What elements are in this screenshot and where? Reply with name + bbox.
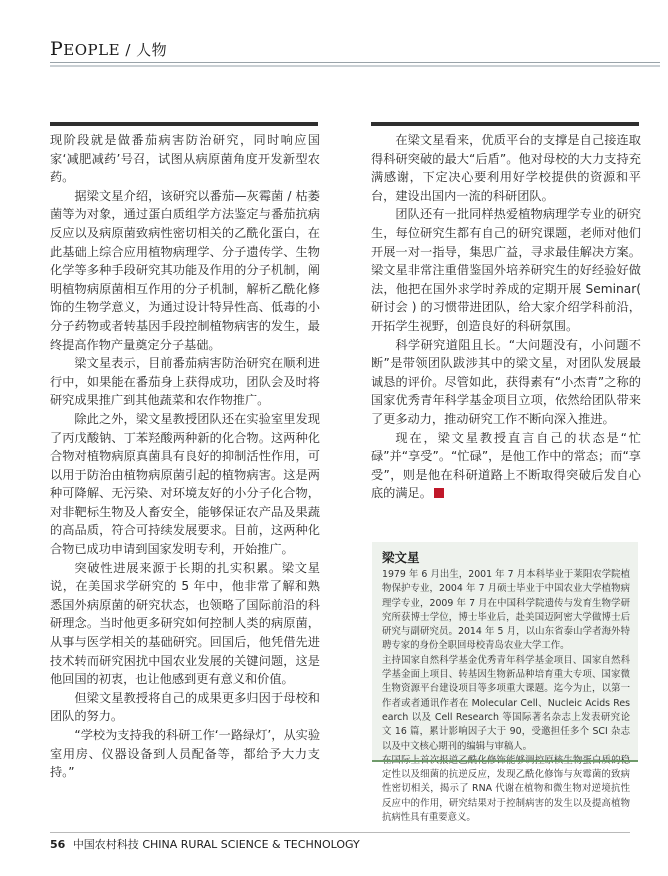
paragraph: 据梁文星介绍，该研究以番茄—灰霉菌 / 枯萎菌等为对象，通过蛋白质组学方法鉴定与番茄抗病反应以及病原菌致病性密切相关的乙酰化蛋白，在此基础上综合应用植物病理学、分子遗传学、生物化学等多种手段研究其功能及作用的分子机制，阐明植物病原菌相互作用的分子机制，解析乙酰化修饰的生物学意义，为通过设计特异性高、低毒的小分子药物或者转基因手段控制植物病害的发生，最终提高作物产量奠定分子基础。 — [50, 188, 320, 352]
journal-name-en: CHINA RURAL SCIENCE & TECHNOLOGY — [142, 838, 360, 851]
paragraph: 但梁文星教授将自己的成果更多归因于母校和团队的努力。 — [50, 690, 320, 724]
paragraph: 现阶段就是做番茄病害防治研究，同时响应国家‘减肥减药’号召，试图从病原菌角度开发新型农药。 — [50, 133, 320, 185]
paragraph: 除此之外，梁文星教授团队还在实验室里发现了丙戊酸钠、丁苯羟酸两种新的化合物。这两种化合物对植物病原真菌具有良好的抑制活性作用，可以用于防治由植物病原菌引起的植物病害。这是两种可降解、无污染、对环境友好的小分子化合物，对非靶标生物及人畜安全，能够保证农产品及果蔬的高品质，符合可持续发展要求。目前，这两种化合物已成功申请到国家发明专利，开始推广。 — [50, 411, 320, 557]
header-rule-secondary — [50, 65, 660, 67]
paragraph: 梁文星表示，目前番茄病害防治研究在顺利进行中，如果能在番茄身上获得成功，团队会及时将研究成果推广到其他蔬菜和农作物推广。 — [50, 356, 320, 408]
left-column — [50, 131, 320, 782]
section-header — [50, 38, 660, 60]
right-column — [371, 131, 641, 503]
right-column-top-bar — [371, 122, 639, 126]
paragraph: “学校为支持我的科研工作‘一路绿灯’，从实验室用房、仪器设备到人员配备等，都给予大力支持。” — [50, 728, 321, 780]
bio-name: 梁文星 — [382, 550, 420, 565]
paragraph: 科学研究道阻且长。“大问题没有，小问题不断”是带领团队跋涉其中的梁文星，对团队发展最诚恳的评价。尽管如此，获得素有“小杰青”之称的国家优秀青年科学基金项目立项，依然给团队带来了更多动力，推动研究工作不断向深入推进。 — [371, 337, 641, 426]
paragraph-final-text: 现在，梁文星教授直言自己的状态是“忙碌”并“享受”。“忙碌”，是他工作中的常态；而“享受”，则是他在科研道路上不断取得突破后发自心底的满足。 — [371, 430, 641, 501]
section-title-separator: / — [120, 41, 137, 59]
section-title — [50, 38, 167, 60]
paragraph: 团队还有一批同样热爱植物病理学专业的研究生，每位研究生都有自己的研究课题，老师对他们开展一对一指导，集思广益，寻求最佳解决方案。梁文星非常注重借鉴国外培养研究生的好经验好做法，他把在国外求学时养成的定期开展 Seminar( 研讨会 ) 的习惯带进团队，给大家介绍学科前沿，开拓学生视野，创造良好的科研氛围。 — [371, 207, 641, 333]
author-bio-box — [372, 542, 638, 824]
footer-rule — [50, 832, 630, 833]
section-title-rest: EOPLE — [63, 41, 121, 59]
section-title-initial: P — [50, 38, 64, 60]
section-title-cn: 人物 — [136, 41, 168, 59]
paragraph: 在梁文星看来，优质平台的支撑是自己接连取得科研突破的最大“后盾”。他对母校的大力支持充满感谢，下定决心要利用好学校提供的资源和平台，建设出国内一流的科研团队。 — [371, 133, 641, 203]
page-number: 56 — [50, 838, 66, 851]
bio-paragraph: 主持国家自然科学基金优秀青年科学基金项目、国家自然科学基金面上项目、转基因生物新品种培育重大专项、国家微生物资源平台建设项目等多项重大课题。迄今为止，以第一作者或者通讯作者在 Molecular Cell、Nucleic Acids Research 以及 Cell Research 等国际著名杂志上发表研究论文 16 篇，累计影响因子大于 90，受邀担任多个 SCI 杂志以及中文核心期刊的编辑与审稿人。 — [382, 654, 630, 752]
paragraph-final — [371, 429, 641, 503]
journal-name-cn: 中国农村科技 — [72, 838, 139, 851]
paragraph: 突破性进展来源于长期的扎实积累。梁文星说，在美国求学研究的 5 年中，他非常了解和熟悉国外病原菌的研究状态，也领略了国际前沿的科研理念。当时他更多研究如何控制人类的病原菌，从事与医学相关的基础研究。回国后，他凭借先进技术转而研究困扰中国农业发展的关键问题，这是他回国的初衷，也让他感到更有意义和价值。 — [50, 560, 320, 687]
left-column-top-bar — [50, 122, 318, 126]
article-end-mark — [434, 488, 444, 498]
page-footer — [50, 836, 360, 852]
bio-paragraph: 1979 年 6 月出生，2001 年 7 月本科毕业于莱阳农学院植物保护专业，2004 年 7 月硕士毕业于中国农业大学植物病理学专业，2009 年 7 月在中国科学院遗传与发育生物学研究所获博士学位，博士毕业后，赴美国迈阿密大学做博士后研究与副研究员。2014 年 5 月，以山东省泰山学者海外特聘专家的身份全职回母校青岛农业大学工作。 — [382, 569, 630, 652]
bio-bottom-rule — [372, 760, 638, 762]
bio-paragraph: 定性以及细菌的抗逆反应，发现乙酰化修饰与灰霉菌的致病性密切相关，揭示了 RNA 代谢在植物和微生物对逆境抗性反应中的作用，研究结果对于控制病害的发生以及提高植物抗病性具有重要意义。 — [382, 769, 630, 824]
header-rule — [50, 62, 660, 63]
